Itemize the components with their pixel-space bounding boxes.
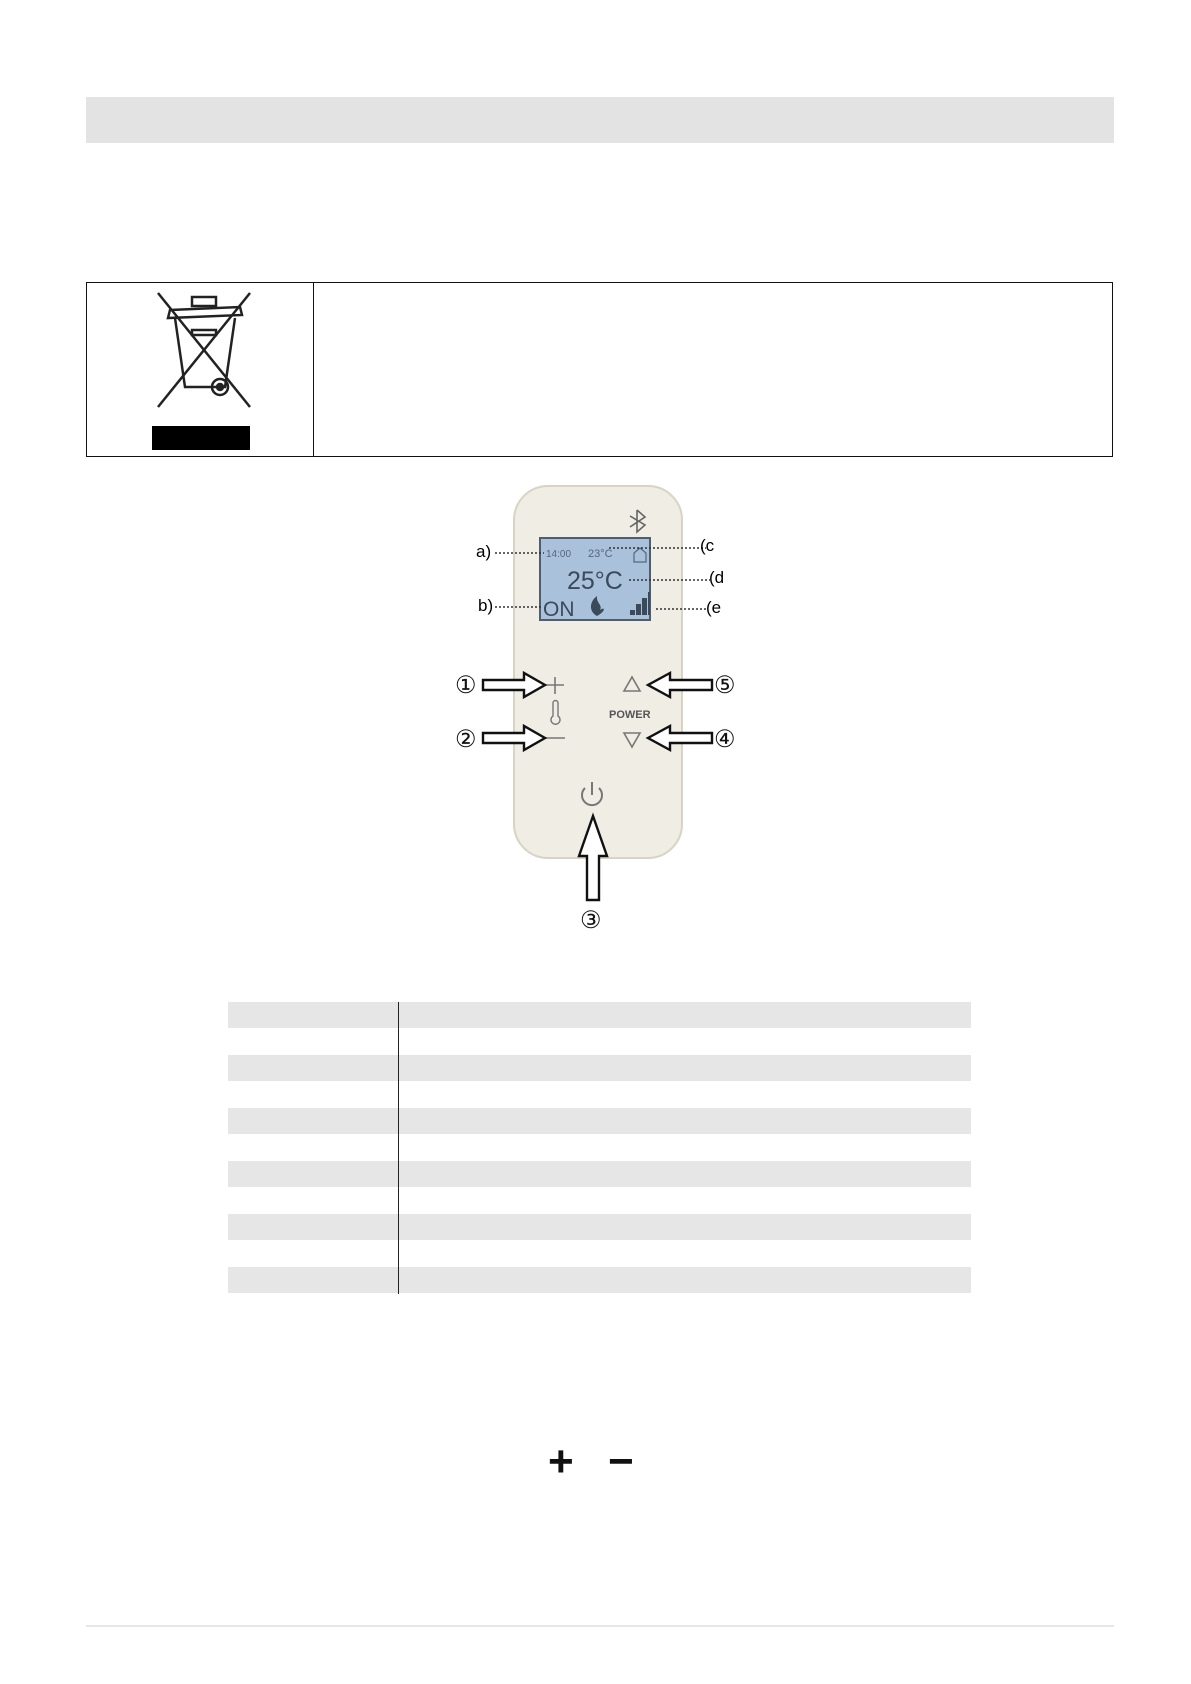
table-row: [228, 1002, 971, 1028]
table-cell-value: [398, 1002, 964, 1028]
weee-notice-text: [330, 300, 1090, 440]
table-column-divider: [398, 1002, 399, 1294]
lcd-room-temp: 23°C: [588, 548, 613, 560]
table-cell-value: [398, 1055, 964, 1081]
callout-e: (e: [706, 598, 722, 617]
lcd-time: 14:00: [546, 549, 572, 560]
remote-control-diagram: [430, 480, 790, 940]
table-cell-value: [398, 1161, 964, 1187]
table-cell-label: [228, 1055, 398, 1081]
table-cell-value: [398, 1214, 964, 1240]
crossed-out-wheelie-bin-icon: [140, 285, 270, 455]
table-row: [228, 1055, 971, 1081]
table-row: [228, 1267, 971, 1293]
minus-symbol: −: [608, 1437, 634, 1486]
table-cell-label: [228, 1002, 398, 1028]
button-number-3: ③: [580, 906, 602, 934]
table-cell-label: [228, 1267, 398, 1293]
section-header-bar: [86, 97, 1114, 143]
lcd-set-temp: 25°C: [567, 567, 623, 595]
table-row: [228, 1161, 971, 1187]
table-cell-label: [228, 1108, 398, 1134]
callout-c: (c: [700, 536, 715, 555]
plus-symbol: +: [548, 1437, 574, 1486]
table-row: [228, 1108, 971, 1134]
power-label: POWER: [609, 709, 651, 721]
table-cell-label: [228, 1161, 398, 1187]
button-number-2: ②: [455, 725, 477, 753]
button-number-4: ④: [714, 725, 736, 753]
spec-table: [228, 1002, 971, 1293]
lcd-status: ON: [543, 598, 575, 621]
table-row: [228, 1214, 971, 1240]
callout-d: (d: [709, 568, 725, 587]
callout-b: b): [478, 596, 494, 615]
table-cell-value: [398, 1267, 964, 1293]
button-number-5: ⑤: [714, 671, 736, 699]
table-cell-label: [228, 1214, 398, 1240]
button-number-1: ①: [455, 671, 477, 699]
footer-rule: [86, 1625, 1114, 1627]
callout-a: a): [476, 542, 492, 561]
weee-divider: [313, 282, 314, 457]
table-cell-value: [398, 1108, 964, 1134]
